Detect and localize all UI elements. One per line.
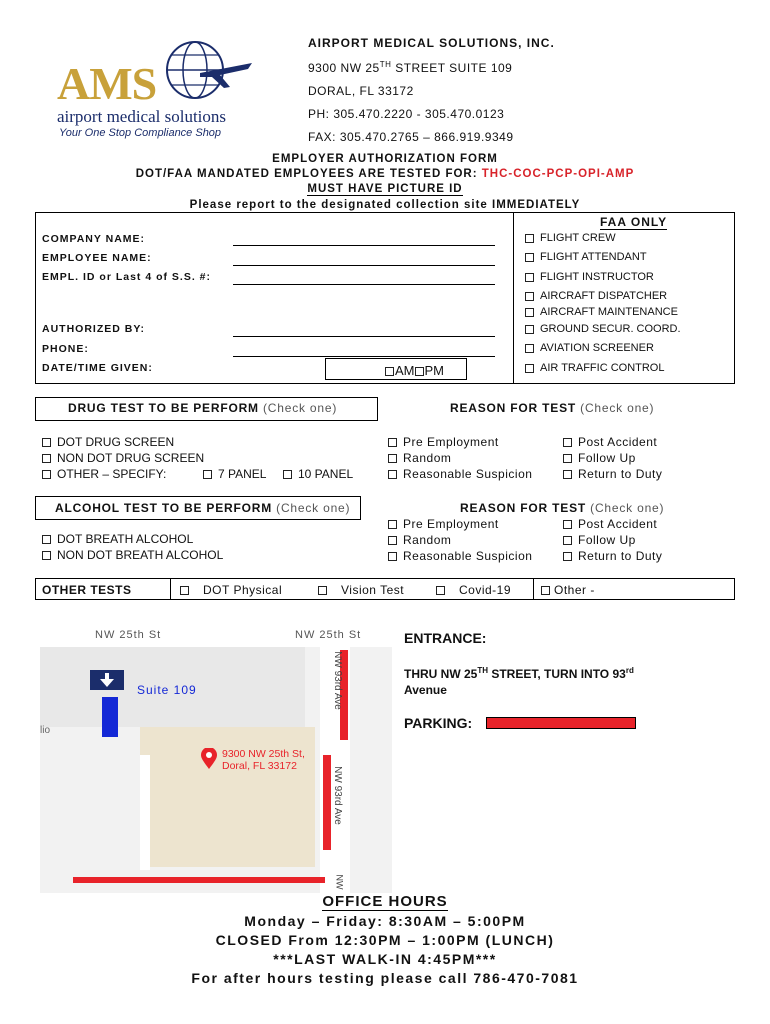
- other-label: Vision Test: [341, 583, 405, 597]
- reason-check-one: (Check one): [586, 501, 665, 515]
- reason-checkbox[interactable]: [563, 438, 572, 447]
- reason-checkbox[interactable]: [388, 438, 397, 447]
- globe-plane-icon: [160, 35, 255, 105]
- dir-text-3: Avenue: [404, 683, 447, 697]
- fax-line: FAX: 305.470.2765 – 866.919.9349: [308, 130, 514, 144]
- street-label-top-right: NW 25th St: [295, 629, 362, 641]
- reason2-return-to-duty[interactable]: [563, 549, 662, 563]
- employee-name-field[interactable]: [233, 265, 495, 266]
- other-checkbox[interactable]: [318, 586, 327, 595]
- reason2-reasonable-suspicion[interactable]: [388, 549, 532, 563]
- reason-label: Post Accident: [578, 517, 658, 531]
- reason-label: Follow Up: [578, 451, 636, 465]
- parking-red-bar: [486, 717, 636, 729]
- reason-checkbox[interactable]: [563, 552, 572, 561]
- picture-id-text: MUST HAVE PICTURE ID: [307, 183, 463, 195]
- reason-label: Post Accident: [578, 435, 658, 449]
- reason-label: Reasonable Suspicion: [403, 467, 533, 481]
- faa-divider: [513, 212, 514, 384]
- alcohol-item-non-dot[interactable]: [42, 548, 223, 562]
- reason-label: Random: [403, 533, 452, 547]
- picture-id-line: [0, 183, 770, 195]
- down-arrow-icon: [90, 670, 124, 690]
- office-hours-title-text: OFFICE HOURS: [322, 893, 448, 910]
- pin-address-line-2: Doral, FL 33172: [222, 760, 297, 772]
- alcohol-heading: [55, 501, 350, 515]
- street-label-vertical-bot: NW: [334, 874, 345, 890]
- reason-checkbox[interactable]: [563, 470, 572, 479]
- other-checkbox[interactable]: [436, 586, 445, 595]
- faa-item-label: FLIGHT INSTRUCTOR: [540, 271, 654, 283]
- drug-item-dot[interactable]: [42, 435, 174, 449]
- drug-checkbox[interactable]: [42, 454, 51, 463]
- reason-checkbox[interactable]: [388, 520, 397, 529]
- reason1-post-accident[interactable]: [563, 435, 657, 449]
- faa-item-flight-crew[interactable]: [525, 232, 616, 244]
- street-label-top-left: NW 25th St: [95, 629, 162, 641]
- other-tests-heading: OTHER TESTS: [42, 583, 132, 597]
- dir-sup-1: TH: [477, 666, 489, 675]
- report-text: Please report to the designated collection site: [189, 199, 493, 211]
- faa-item-label: FLIGHT ATTENDANT: [540, 251, 647, 263]
- faa-item-label: AIRCRAFT MAINTENANCE: [540, 306, 678, 318]
- parking-heading: PARKING:: [404, 715, 473, 731]
- suite-label: Suite 109: [137, 683, 197, 697]
- map-side-road: [140, 755, 150, 870]
- panel-7-checkbox[interactable]: [203, 470, 212, 479]
- reason-label: Pre Employment: [403, 517, 499, 531]
- street-label-vertical-top: NW 93rd Ave: [331, 651, 343, 710]
- alcohol-title: ALCOHOL TEST TO BE PERFORM: [55, 501, 273, 515]
- other-vision-test[interactable]: [318, 583, 404, 597]
- drug-item-label: OTHER – SPECIFY:: [57, 467, 167, 481]
- reason-label: Pre Employment: [403, 435, 499, 449]
- reason-checkbox[interactable]: [388, 536, 397, 545]
- other-tests-divider-1: [170, 578, 171, 600]
- reason-checkbox[interactable]: [563, 536, 572, 545]
- alcohol-checkbox[interactable]: [42, 551, 51, 560]
- other-checkbox[interactable]: [180, 586, 189, 595]
- company-name-label: COMPANY NAME:: [42, 233, 146, 245]
- phone-label: PHONE:: [42, 343, 89, 355]
- alcohol-checkbox[interactable]: [42, 535, 51, 544]
- reason-checkbox[interactable]: [563, 454, 572, 463]
- reason2-random[interactable]: [388, 533, 451, 547]
- other-covid[interactable]: [436, 583, 511, 597]
- map-pin-icon: [200, 748, 218, 770]
- reason-title: REASON FOR TEST: [460, 501, 587, 515]
- logo-mark: AMS: [57, 58, 157, 109]
- hours-lunch: CLOSED From 12:30PM – 1:00PM (LUNCH): [215, 932, 555, 948]
- map-arrow-box: [90, 670, 124, 690]
- suite-entrance-marker: [102, 697, 118, 737]
- company-name-field[interactable]: [233, 245, 495, 246]
- location-map: [40, 615, 392, 893]
- address-number: 9300 NW 25: [308, 61, 380, 75]
- reason-checkbox[interactable]: [388, 454, 397, 463]
- reason1-pre-employment[interactable]: [388, 435, 499, 449]
- reason-label: Follow Up: [578, 533, 636, 547]
- faa-checkbox[interactable]: [525, 253, 534, 262]
- office-hours-title: [0, 893, 770, 910]
- pm-checkbox[interactable]: [415, 367, 424, 376]
- drug-checkbox[interactable]: [42, 438, 51, 447]
- drug-item-label: DOT DRUG SCREEN: [57, 435, 175, 449]
- faa-item-label: FLIGHT CREW: [540, 232, 616, 244]
- pin-address-line-1: 9300 NW 25th St,: [222, 748, 305, 760]
- faa-item-ground-security[interactable]: [525, 323, 681, 335]
- authorized-by-field[interactable]: [233, 336, 495, 337]
- reason-title: REASON FOR TEST: [450, 401, 577, 415]
- drug-item-label: NON DOT DRUG SCREEN: [57, 451, 205, 465]
- drug-item-non-dot[interactable]: [42, 451, 204, 465]
- reason-label: Return to Duty: [578, 549, 663, 563]
- faa-item-aviation-screener[interactable]: [525, 342, 654, 354]
- address-line-2: DORAL, FL 33172: [308, 84, 414, 98]
- reason-label: Return to Duty: [578, 467, 663, 481]
- phone-field[interactable]: [233, 356, 495, 357]
- faa-checkbox[interactable]: [525, 364, 534, 373]
- tested-for-panel: THC-COC-PCP-OPI-AMP: [481, 168, 635, 180]
- reason-label: Reasonable Suspicion: [403, 549, 533, 563]
- entrance-heading: ENTRANCE:: [404, 630, 487, 646]
- am-pm-selector: [385, 363, 444, 378]
- alcohol-check-one: (Check one): [272, 501, 351, 515]
- alcohol-item-label: NON DOT BREATH ALCOHOL: [57, 548, 224, 562]
- immediately-text: IMMEDIATELY: [492, 199, 581, 211]
- logo-name: airport medical solutions: [57, 107, 227, 126]
- map-red-line-2: [323, 755, 331, 850]
- logo-tagline: Your One Stop Compliance Shop: [59, 127, 222, 139]
- reason2-post-accident[interactable]: [563, 517, 657, 531]
- address-street: STREET SUITE 109: [391, 61, 513, 75]
- reason1-follow-up[interactable]: [563, 451, 636, 465]
- logo: [55, 35, 250, 140]
- hours-last-walkin: ***LAST WALK-IN 4:45PM***: [273, 951, 497, 967]
- empl-id-label: EMPL. ID or Last 4 of S.S. #:: [42, 271, 212, 283]
- drug-test-title: DRUG TEST TO BE PERFORM: [68, 401, 259, 415]
- phone-line: PH: 305.470.2220 - 305.470.0123: [308, 107, 505, 121]
- form-title: EMPLOYER AUTHORIZATION FORM: [272, 153, 498, 165]
- alcohol-item-dot[interactable]: [42, 532, 193, 546]
- other-label: Covid-19: [459, 583, 512, 597]
- faa-checkbox[interactable]: [525, 292, 534, 301]
- drug-panel-7[interactable]: [203, 467, 266, 481]
- reason-heading-1: [450, 401, 654, 415]
- other-label: DOT Physical: [203, 583, 283, 597]
- map-edge-label: lio: [40, 725, 51, 736]
- drug-test-check-one: (Check one): [258, 401, 338, 415]
- authorized-by-label: AUTHORIZED BY:: [42, 323, 146, 335]
- panel-10-checkbox[interactable]: [283, 470, 292, 479]
- panel-7-label: 7 PANEL: [218, 467, 267, 481]
- reason-checkbox[interactable]: [563, 520, 572, 529]
- reason-checkbox[interactable]: [388, 470, 397, 479]
- reason-checkbox[interactable]: [388, 552, 397, 561]
- drug-item-other[interactable]: [42, 467, 166, 481]
- tested-for-label: DOT/FAA MANDATED EMPLOYEES ARE TESTED FOR:: [135, 168, 482, 180]
- alcohol-item-label: DOT BREATH ALCOHOL: [57, 532, 194, 546]
- reason-check-one: (Check one): [576, 401, 655, 415]
- address-sup: TH: [379, 60, 392, 69]
- faa-checkbox[interactable]: [525, 325, 534, 334]
- panel-10-label: 10 PANEL: [298, 467, 354, 481]
- company-name: AIRPORT MEDICAL SOLUTIONS, INC.: [308, 36, 555, 50]
- reason-label: Random: [403, 451, 452, 465]
- reason1-return-to-duty[interactable]: [563, 467, 662, 481]
- drug-panel-10[interactable]: [283, 467, 353, 481]
- street-label-vertical-mid: NW 93rd Ave: [331, 766, 343, 825]
- faa-item-label: AIRCRAFT DISPATCHER: [540, 290, 668, 302]
- reason-heading-2: [460, 501, 664, 515]
- tested-for-line: [0, 168, 770, 180]
- faa-checkbox[interactable]: [525, 308, 534, 317]
- other-other[interactable]: [541, 583, 595, 597]
- map-red-line-bottom: [73, 877, 325, 883]
- faa-item-flight-instructor[interactable]: [525, 271, 654, 283]
- dir-sup-2: rd: [625, 666, 634, 675]
- reason1-reasonable-suspicion[interactable]: [388, 467, 532, 481]
- address-line-1: [308, 60, 512, 75]
- employee-name-label: EMPLOYEE NAME:: [42, 252, 152, 264]
- dir-text-2: STREET, TURN INTO 93: [488, 667, 626, 681]
- empl-id-field[interactable]: [233, 284, 495, 285]
- faa-heading: FAA ONLY: [600, 215, 668, 229]
- other-checkbox[interactable]: [541, 586, 550, 595]
- faa-item-air-traffic-control[interactable]: [525, 362, 664, 374]
- faa-item-label: GROUND SECUR. COORD.: [540, 323, 681, 335]
- am-label: AM: [395, 363, 415, 378]
- faa-checkbox[interactable]: [525, 344, 534, 353]
- other-tests-divider-2: [533, 578, 534, 600]
- faa-item-label: AIR TRAFFIC CONTROL: [540, 362, 665, 374]
- am-checkbox[interactable]: [385, 367, 394, 376]
- drug-checkbox[interactable]: [42, 470, 51, 479]
- date-time-label: DATE/TIME GIVEN:: [42, 362, 153, 374]
- hours-after-hours: For after hours testing please call 786-470-7081: [191, 970, 579, 986]
- other-dot-physical[interactable]: [180, 583, 282, 597]
- faa-item-aircraft-maintenance[interactable]: [525, 306, 678, 318]
- dir-text-1: THRU NW 25: [404, 667, 478, 681]
- other-label: Other -: [554, 583, 595, 597]
- entrance-directions: [404, 663, 634, 698]
- faa-item-aircraft-dispatcher[interactable]: [525, 290, 667, 302]
- report-line: [0, 199, 770, 211]
- faa-item-label: AVIATION SCREENER: [540, 342, 654, 354]
- reason1-random[interactable]: [388, 451, 451, 465]
- hours-weekday: Monday – Friday: 8:30AM – 5:00PM: [244, 913, 526, 929]
- pm-label: PM: [424, 363, 444, 378]
- reason2-follow-up[interactable]: [563, 533, 636, 547]
- faa-checkbox[interactable]: [525, 273, 534, 282]
- faa-checkbox[interactable]: [525, 234, 534, 243]
- faa-item-flight-attendant[interactable]: [525, 251, 647, 263]
- reason2-pre-employment[interactable]: [388, 517, 499, 531]
- drug-test-heading: [68, 401, 337, 415]
